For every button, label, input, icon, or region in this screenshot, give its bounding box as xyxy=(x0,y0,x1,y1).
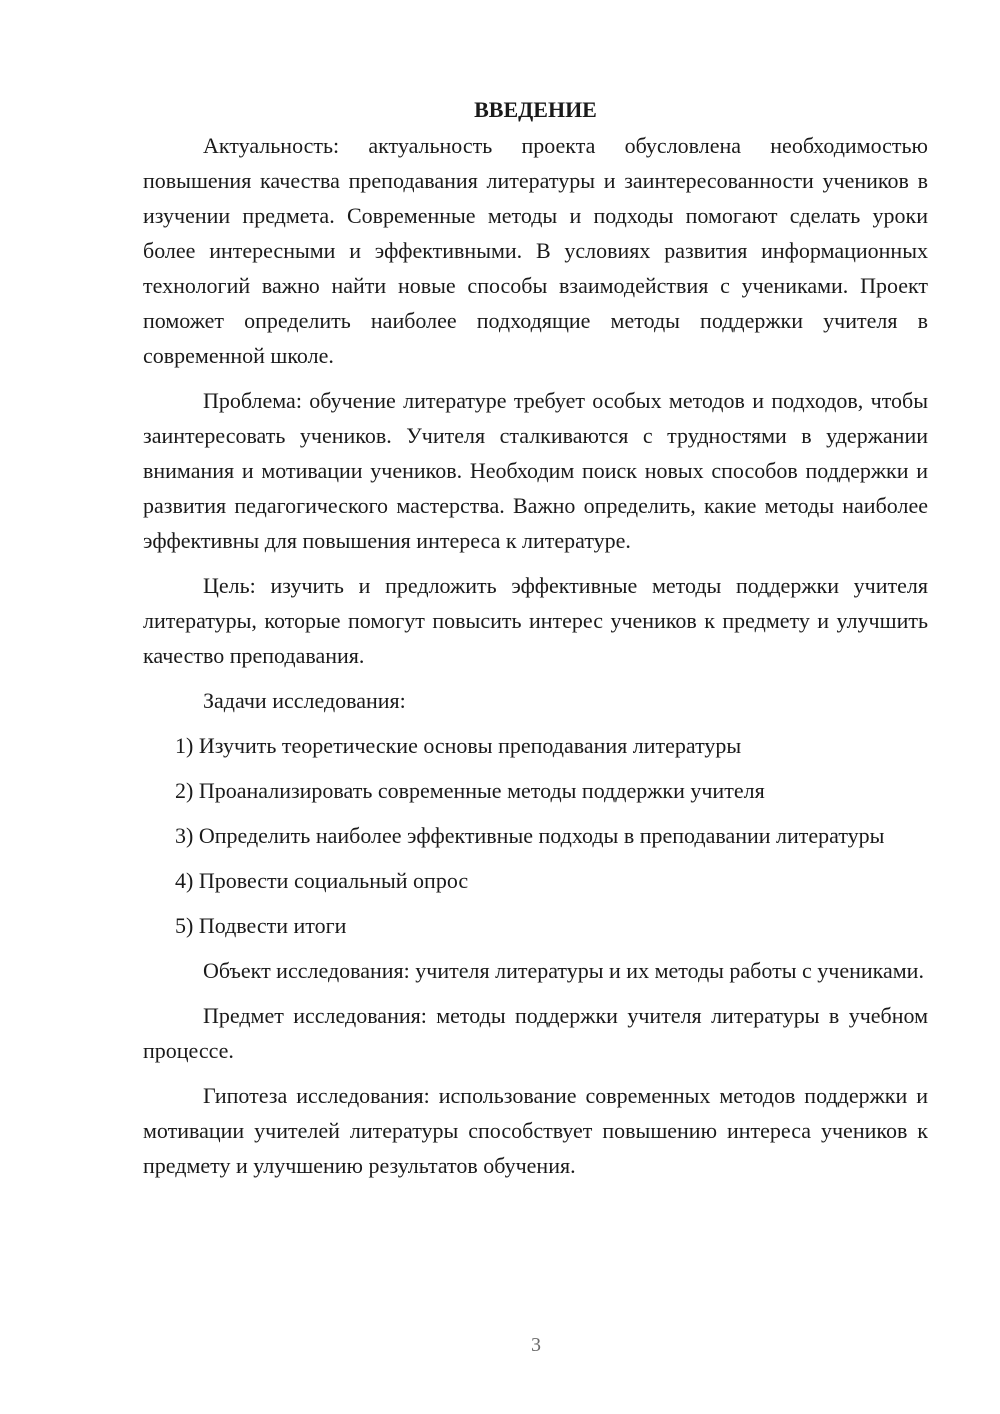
paragraph-subject: Предмет исследования: методы поддержки учителя литературы в учебном процессе. xyxy=(143,1003,928,1063)
paragraph-goal: Цель: изучить и предложить эффективные методы поддержки учителя литературы, которые помогут повысить интерес учеников к предмету и улучшить качество преподавания. xyxy=(143,573,928,668)
task-item: 4) Провести социальный опрос xyxy=(175,868,469,893)
paragraph-object: Объект исследования: учителя литературы и их методы работы с учениками. xyxy=(203,958,924,983)
paragraph-problem: Проблема: обучение литературе требует особых методов и подходов, чтобы заинтересовать учеников. Учителя сталкиваются с трудностями в удержании внимания и мотивации учеников. Необходим поиск новых способов поддержки и развития педагогического мастерства. Важно определить, какие методы наиболее эффективны для повышения интереса к литературе. xyxy=(143,388,928,553)
task-item: 2) Проанализировать современные методы поддержки учителя xyxy=(175,778,765,803)
task-item: 5) Подвести итоги xyxy=(175,913,347,938)
tasks-list xyxy=(143,728,928,943)
page-number: 3 xyxy=(531,1334,541,1356)
paragraph-relevance: Актуальность: актуальность проекта обусловлена необходимостью повышения качества преподавания литературы и заинтересованности учеников в изучении предмета. Современные методы и подходы помогают сделать уроки более интересными и эффективными. В условиях развития информационных технологий важно найти новые способы взаимодействия с учениками. Проект поможет определить наиболее подходящие методы поддержки учителя в современной школе. xyxy=(143,133,928,368)
document-page xyxy=(143,92,928,1193)
tasks-heading: Задачи исследования: xyxy=(203,688,406,713)
page-title: ВВЕДЕНИЕ xyxy=(474,97,597,122)
task-item: 3) Определить наиболее эффективные подходы в преподавании литературы xyxy=(175,823,885,848)
paragraph-hypothesis: Гипотеза исследования: использование современных методов поддержки и мотивации учителей литературы способствует повышению интереса учеников к предмету и улучшению результатов обучения. xyxy=(143,1083,928,1178)
task-item: 1) Изучить теоретические основы преподавания литературы xyxy=(175,733,742,758)
